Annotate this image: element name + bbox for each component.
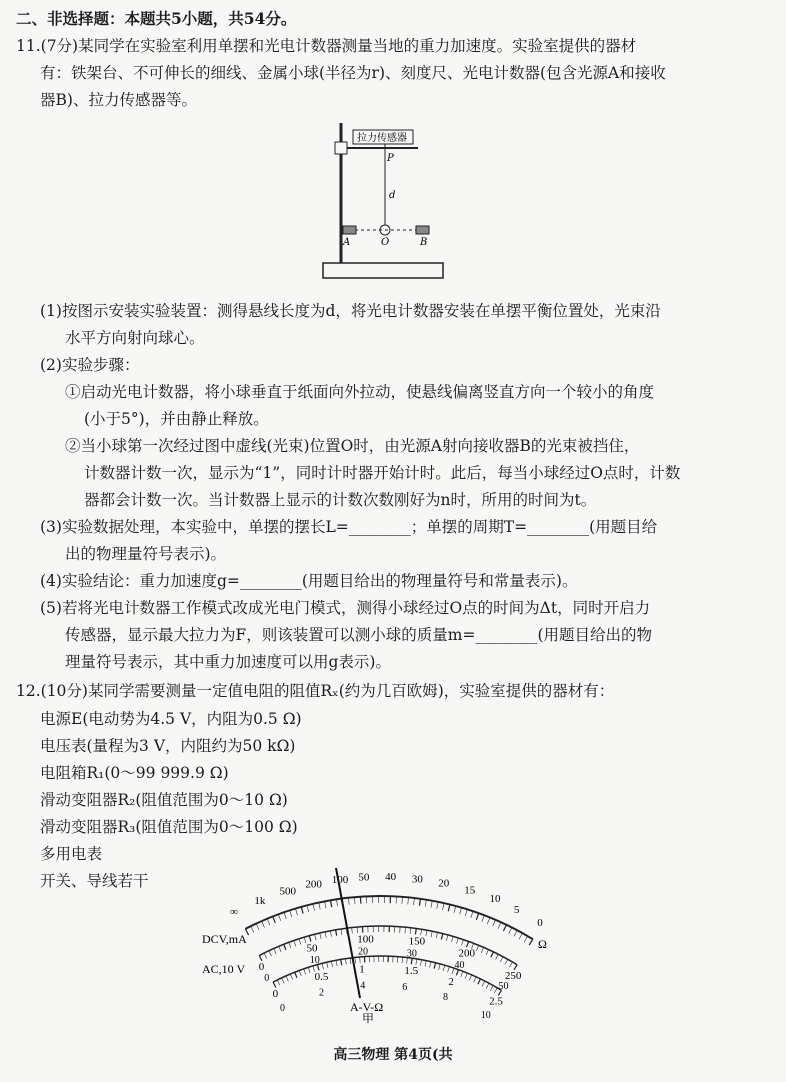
dial-tick (299, 971, 301, 977)
dial-tick (405, 927, 406, 933)
q11-part-line: 水平方向射向球心。 (65, 329, 205, 347)
dial-tick (493, 920, 496, 926)
dial-tick-label: 250 (504, 969, 522, 982)
dial-tick (496, 954, 499, 959)
dial-tick (325, 901, 326, 908)
dial-tick (519, 933, 522, 939)
q12-intro: 12.(10分)某同学需要测量一定值电阻的阻值Rₓ(约为几百欧姆)，实验室提供的器材有： (16, 682, 615, 700)
dial-tick (336, 899, 337, 906)
dial-tick (465, 973, 467, 979)
dial-tick (290, 910, 292, 917)
dial-tick (289, 942, 291, 948)
dial-tick (279, 946, 281, 952)
dial-tick (448, 904, 450, 911)
dial-tick (482, 981, 485, 986)
dial-tick (446, 935, 448, 941)
dial-tick-label: 0 (258, 961, 265, 974)
q11-intro-line: 11.(7分)某同学在实验室利用单摆和光电计数器测量当地的重力加速度。实验室提供的器材 (16, 37, 637, 55)
dial-tick (357, 927, 358, 933)
dial-tick (490, 985, 493, 990)
q11-part-line: 出的物理量符号表示)。 (65, 545, 227, 563)
dial-tick (467, 941, 469, 947)
dial-tick (529, 939, 533, 945)
dial-tick (451, 936, 453, 942)
dial-tick (319, 903, 320, 910)
dial-tick (262, 921, 265, 927)
dial-tick (274, 948, 276, 953)
dial-tick-label: 2.5 (489, 995, 503, 1008)
dial-tick-label: 2 (448, 975, 454, 988)
dial-tick (410, 928, 411, 934)
dial-tick-label: 50 (358, 871, 370, 884)
dial-tick (481, 947, 483, 953)
dial-tick (509, 962, 512, 967)
dial-tick (336, 930, 337, 936)
dial-tick (307, 905, 309, 912)
dial-tick (462, 940, 464, 946)
dial-tick (341, 929, 342, 935)
dial-tick-label: 20 (358, 946, 369, 958)
dial-tick (420, 960, 421, 966)
dial-tick (408, 897, 409, 904)
dial-tick (476, 913, 478, 920)
dial-tick (313, 904, 315, 911)
dial-tick (295, 909, 297, 916)
dial-tick (416, 959, 417, 965)
dial-tick (308, 967, 310, 973)
dial-tick-label: 200 (458, 947, 476, 960)
dial-tick (491, 952, 494, 957)
dial-tick (478, 979, 481, 984)
q11-part-line: (1)按图示安装实验装置：测得悬线长度为d，将光电计数器安装在单摆平衡位置处，光束沿 (40, 302, 661, 320)
dial-tick (269, 951, 272, 956)
dial-tick-label: 2 (318, 987, 324, 999)
dial-tick-label: 50 (498, 981, 509, 993)
dial-tick (454, 906, 456, 913)
receiver-b-label: B (420, 237, 428, 248)
dial-tick (482, 915, 485, 922)
dial-tick (315, 934, 316, 940)
dial-tick (431, 901, 432, 908)
dial-tick (402, 957, 403, 963)
dial-tick-label: ∞ (230, 906, 238, 919)
dial-tick (430, 962, 431, 968)
q11-part-line: ①启动光电计数器，将小球垂直于纸面向外拉动，使悬线偏离竖直方向一个较小的角度 (65, 383, 655, 401)
dial-tick-label: 10 (309, 954, 320, 966)
dial-tick (273, 916, 276, 923)
dial-tick (350, 958, 351, 964)
dial-tick (486, 950, 488, 955)
dial-tick (524, 936, 528, 942)
dial-tick-label: 0 (279, 1002, 285, 1014)
dial-tick (469, 975, 471, 981)
dial-tick-label: 5 (513, 904, 520, 917)
dial-tick-label: 1k (254, 894, 266, 907)
dial-tick-label: 0.5 (314, 971, 329, 984)
sensor-label: 拉力传感器 (357, 133, 407, 144)
dial-tick-label: 1 (359, 963, 365, 976)
length-d-label: d (389, 190, 396, 201)
q11-part-line: 计数器计数一次，显示为“1”，同时计时器开始计时。此后，每当小球经过O点时，计数 (84, 464, 681, 482)
q12-item: 滑动变阻器R₂(阻值范围为0～10 Ω) (40, 791, 288, 809)
q12-item: 多用电表 (40, 845, 103, 863)
dial-tick (437, 902, 438, 909)
dial-tick-label: 40 (385, 871, 397, 884)
q11-part-line: ②当小球第一次经过图中虚线(光束)位置O时，由光源A射向接收器B的光束被挡住， (65, 437, 640, 455)
dial-tick (322, 963, 323, 969)
dial-tick (460, 908, 462, 915)
dial-tick-label: 15 (464, 884, 476, 897)
dial-tick (474, 977, 476, 982)
dial-tick (436, 932, 437, 938)
dial-tick (471, 911, 473, 918)
dial-tick (414, 898, 415, 905)
dial-tick (327, 962, 328, 968)
dial-tick-label: 30 (411, 873, 423, 886)
dial-tick (434, 963, 435, 969)
point-o-label: O (381, 237, 390, 248)
dial-tick (264, 953, 267, 958)
dial-tick (448, 967, 450, 973)
dial-tick (360, 957, 361, 963)
dial-tick (273, 982, 276, 987)
q12-item: 电压表(量程为3 V，内阻约为50 kΩ) (40, 737, 296, 755)
dial-tick (465, 909, 467, 916)
dial-tick (295, 972, 297, 978)
dial-tick-label: 200 (305, 878, 322, 891)
dial-tick (331, 900, 332, 907)
dial-tick (352, 928, 353, 934)
dial-tick-label: 6 (402, 981, 408, 993)
dial-tick (284, 912, 286, 919)
dial-tick (301, 907, 303, 914)
q11-part-line: (2)实验步骤： (40, 356, 140, 374)
dial-tick-label: 10 (489, 893, 501, 906)
dial-tick (277, 980, 280, 985)
dial-tick-label: 8 (442, 992, 448, 1004)
dial-tick (505, 959, 508, 964)
dial-tick (278, 914, 280, 921)
point-p-label: P (387, 153, 394, 164)
dial-tick-label: 1.5 (404, 965, 419, 978)
dial-tick-label: 20 (438, 877, 450, 890)
dial-tick-label: 50 (306, 942, 318, 955)
dial-tick (304, 969, 306, 975)
dial-tick (461, 971, 463, 977)
dial-tick (503, 925, 506, 931)
dial-tick (421, 929, 422, 935)
dial-tick-label: 40 (454, 960, 465, 972)
dial-tick (441, 934, 442, 940)
left-ac-label: AC,10 V (202, 962, 246, 976)
dial-tick (486, 983, 489, 988)
dial-tick (251, 926, 254, 932)
dial-tick-label: 0 (264, 972, 270, 984)
q11-part-line: 传感器，显示最大拉力为F，则该装置可以测小球的质量m=________(用题目给出的物 (65, 626, 652, 644)
dial-tick (457, 938, 459, 944)
dial-tick (336, 960, 337, 966)
dial-tick (286, 976, 288, 981)
dial-tick (309, 936, 311, 942)
dial-tick-label: 500 (279, 885, 297, 898)
page-footer: 高三物理 第4页(共 (333, 1047, 453, 1063)
dial-tick-label: 0 (537, 917, 543, 930)
left-dcv-label: DCV,mA (202, 932, 247, 946)
q11-intro-line: 器B)、拉力传感器等。 (40, 91, 197, 109)
figure-caption: 甲 (362, 1012, 375, 1023)
dial-tick (299, 939, 301, 945)
dial-tick (402, 897, 403, 904)
dial-tick (514, 930, 517, 936)
dial-tick (494, 988, 497, 993)
dial-tick (500, 957, 503, 962)
dial-tick (320, 933, 321, 939)
dial-tick (331, 961, 332, 967)
q11-part-line: (5)若将光电计数器工作模式改成光电门模式，测得小球经过O点的时间为Δt，同时开启力 (40, 599, 651, 617)
dial-tick (256, 924, 259, 930)
dial-tick (487, 917, 490, 923)
dial-tick (330, 931, 331, 937)
source-a-label: A (343, 237, 351, 248)
dial-tick (294, 941, 296, 947)
dial-tick-label: 150 (408, 935, 426, 948)
multimeter-dial-figure (190, 858, 570, 1023)
q11-part-line: (4)实验结论：重力加速度g=________(用题目给出的物理量符号和常量表示)。 (40, 572, 578, 590)
dial-tick (443, 903, 445, 910)
q11-part-line: 器都会计数一次。当计数器上显示的计数次数刚好为n时，所用的时间为t。 (84, 491, 597, 509)
q12-item: 开关、导线若干 (40, 872, 149, 890)
q11-part-line: 理量符号表示，其中重力加速度可以用g表示)。 (65, 653, 391, 671)
dial-tick (498, 922, 501, 928)
dial-tick (426, 930, 427, 936)
dial-tick (267, 919, 270, 925)
dial-tick-label: 100 (331, 873, 349, 886)
dial-tick (415, 929, 416, 935)
dial-tick-label: 10 (480, 1010, 491, 1022)
dial-tick (509, 927, 512, 933)
dial-tick (284, 944, 286, 950)
dial-tick (259, 956, 262, 961)
dial-tick (419, 899, 420, 906)
section-title: 二、非选择题：本题共5小题，共54分。 (16, 9, 297, 28)
common-terminal-label: A-V-Ω (350, 1000, 384, 1014)
dial-tick (341, 959, 342, 965)
dial-tick (354, 897, 355, 904)
dial-tick (476, 945, 478, 951)
dial-tick (439, 964, 441, 970)
dial-tick (345, 959, 346, 965)
dial-tick (355, 957, 356, 963)
dial-tick (348, 898, 349, 905)
q11-part-line: (小于5°)，并由静止释放。 (84, 410, 269, 428)
q12-item: 电源E(电动势为4.5 V，内阻为0.5 Ω) (40, 710, 302, 728)
dial-tick (282, 978, 285, 983)
dial-tick-label: 30 (406, 948, 417, 960)
dial-tick-label: 0 (272, 987, 279, 1000)
dial-tick-label: 100 (357, 933, 374, 946)
dial-tick (431, 931, 432, 937)
dial-tick-label: 4 (360, 980, 366, 992)
ohm-unit-label: Ω (538, 937, 547, 951)
pendulum-figure (313, 118, 463, 288)
dial-tick (290, 974, 292, 980)
q12-item: 滑动变阻器R₃(阻值范围为0～100 Ω) (40, 818, 298, 836)
dial-tick (425, 900, 426, 907)
q11-intro-line: 有：铁架台、不可伸长的细线、金属小球(半径为r)、刻度尺、光电计数器(包含光源A和接收 (40, 64, 666, 82)
dial-tick (425, 961, 426, 967)
q12-item: 电阻箱R₁(0～99 999.9 Ω) (40, 764, 229, 782)
dial-tick (443, 965, 445, 971)
dial-tick (325, 932, 326, 938)
q11-part-line: (3)实验数据处理，本实验中，单摆的摆长L=________；单摆的周期T=________(用题目给 (40, 518, 658, 536)
